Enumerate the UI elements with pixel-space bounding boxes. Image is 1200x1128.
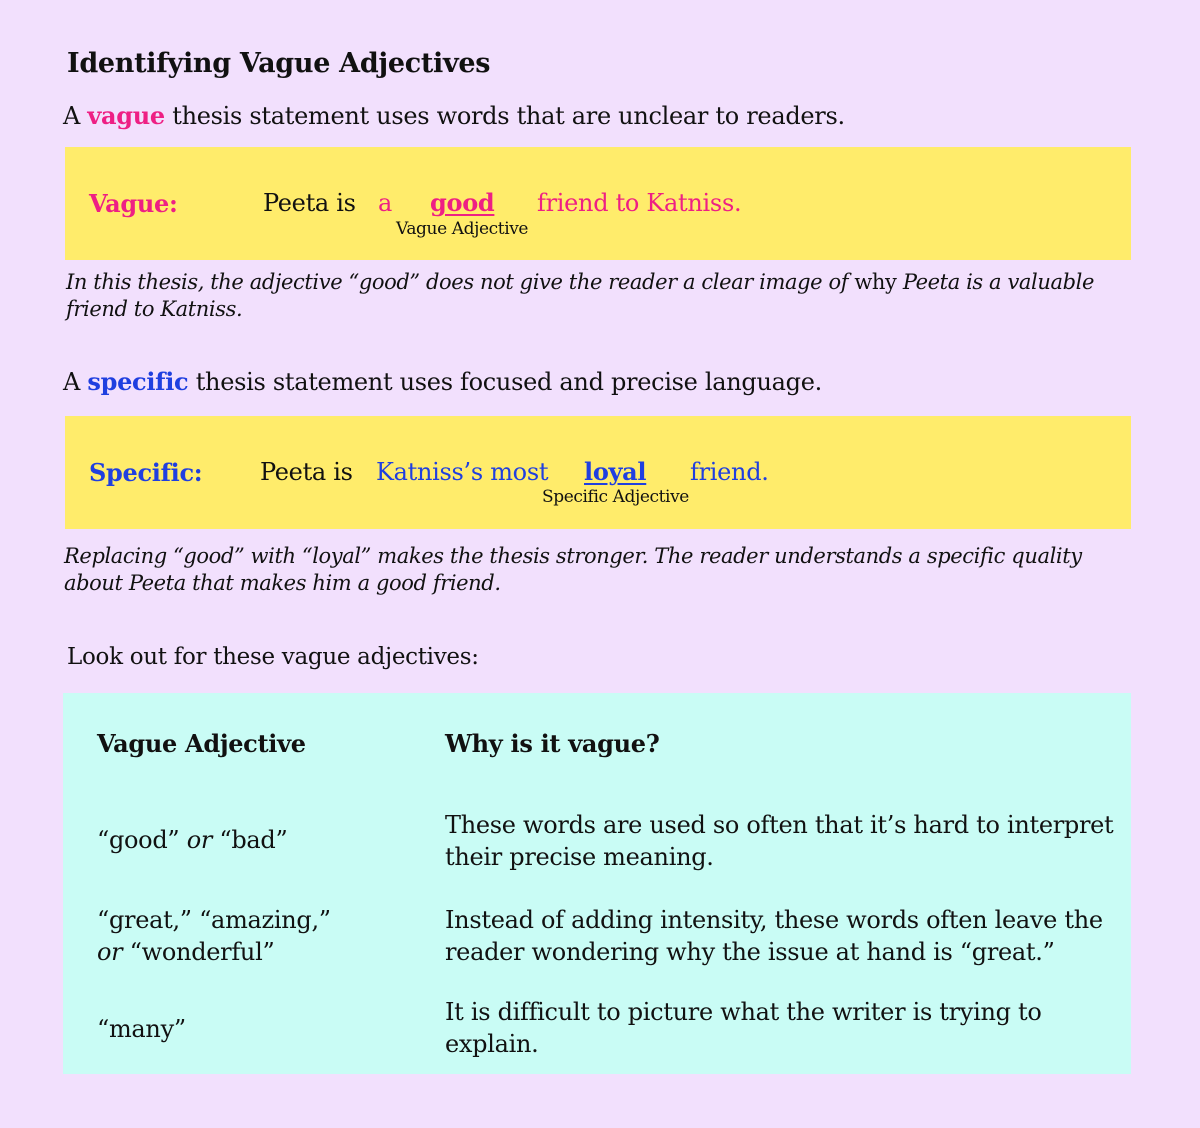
table-row-3-reason: It is difficult to picture what the writer is trying to explain. xyxy=(445,998,1042,1058)
table-row-1-adjective: “good” or “bad” xyxy=(97,826,288,854)
table-row-3-adjective: “many” xyxy=(97,1015,186,1043)
vague-keyword: vague xyxy=(87,101,165,130)
vague-label: Vague: xyxy=(89,189,178,218)
page-title: Identifying Vague Adjectives xyxy=(67,48,491,79)
specific-example-rest: friend. xyxy=(690,458,769,486)
specific-label: Specific: xyxy=(89,458,203,487)
list-intro: Look out for these vague adjectives: xyxy=(67,644,479,670)
specific-example-subject: Peeta is xyxy=(260,458,353,486)
specific-explanation: Replacing “good” with “loyal” makes the thesis stronger. The reader understands a specific quality about Peeta that makes him a good friend. xyxy=(64,544,1082,595)
specific-adjective-caption: Specific Adjective xyxy=(542,487,689,507)
specific-keyword: specific xyxy=(87,367,189,396)
table-row-1-reason: These words are used so often that it’s hard to interpret their precise meaning. xyxy=(445,811,1114,871)
vague-intro: A vague thesis statement uses words that are unclear to readers. xyxy=(63,101,845,130)
table-header-adjective: Vague Adjective xyxy=(97,729,306,758)
table-row-2-reason: Instead of adding intensity, these words often leave the reader wondering why the issue at hand is “great.” xyxy=(445,906,1103,966)
vague-adjective-caption: Vague Adjective xyxy=(396,219,529,239)
specific-intro: A specific thesis statement uses focused and precise language. xyxy=(63,367,822,396)
specific-adjective: loyal xyxy=(584,457,647,486)
vague-example-rest: friend to Katniss. xyxy=(537,189,742,217)
vague-example-subject: Peeta is xyxy=(263,189,356,217)
table-row-2-adjective: “great,” “amazing,” or “wonderful” xyxy=(97,906,331,966)
vague-example-article: a xyxy=(378,189,393,217)
table-header-reason: Why is it vague? xyxy=(445,729,660,758)
specific-example-modifier: Katniss’s most xyxy=(376,458,549,486)
vague-adjective: good xyxy=(430,188,495,217)
vague-explanation: In this thesis, the adjective “good” does not give the reader a clear image of why Peeta is a valuable friend to Katniss. xyxy=(66,270,1094,321)
